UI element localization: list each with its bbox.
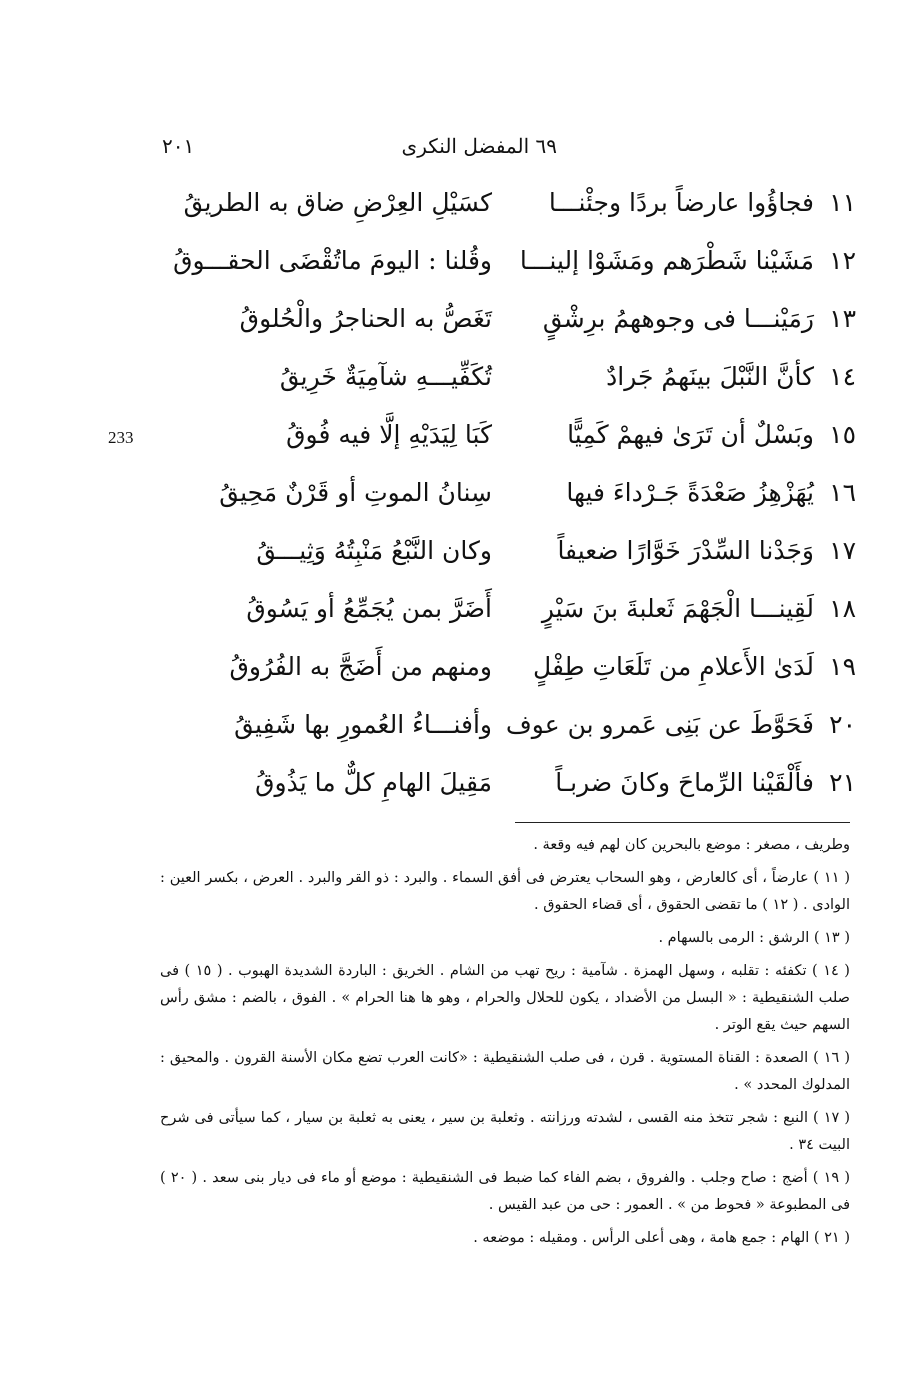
- verse-14: [180, 352, 856, 410]
- second-hemistich: سِنانُ الموتِ أو قَرْنٌ مَحِيقُ: [219, 478, 492, 507]
- second-hemistich: تُكَفِّيـــهِ شآمِيَةٌ خَرِيقُ: [279, 362, 492, 391]
- second-hemistich: أَضَرَّ بمن يُجَمِّعُ أو يَسُوقُ: [246, 594, 492, 623]
- verse-18: [180, 584, 856, 642]
- verse-number: ١٣: [829, 304, 856, 333]
- verse-17: [180, 526, 856, 584]
- verse-11: [180, 178, 856, 236]
- verse-21: [180, 758, 856, 816]
- verse-number: ١٧: [829, 536, 856, 565]
- second-hemistich: وكان النَّبْعُ مَنْبِتُهُ وَثِيـــقُ: [256, 536, 492, 565]
- verse-number: ١٩: [829, 652, 856, 681]
- footnote-divider: [515, 822, 850, 823]
- verse-number: ١٨: [829, 594, 856, 623]
- verse-13: [180, 294, 856, 352]
- running-title: ٦٩ المفضل النكرى: [401, 134, 557, 158]
- second-hemistich: مَقِيلَ الهامِ كلٌّ ما يَذُوقُ: [255, 768, 492, 797]
- verse-12: [173, 236, 856, 294]
- verse-number: ١٢: [829, 246, 856, 275]
- verse-number: ٢٠: [829, 710, 856, 739]
- verse-20: [180, 700, 856, 758]
- footnote: ( ١٣ ) الرشق : الرمى بالسهام .: [658, 930, 850, 946]
- first-hemistich: فجاؤُوا عارضاً بردًا وجئْنـــا: [548, 188, 814, 217]
- verse-number: ٢١: [829, 768, 856, 797]
- first-hemistich: لَدَىٰ الأَعلامِ من تَلَعَاتِ طِفْلٍ: [533, 652, 814, 681]
- footnotes: [160, 832, 850, 1258]
- first-hemistich: مَشَيْنا شَطْرَهم ومَشَوْا إلينـــا: [519, 246, 814, 275]
- footnote: ( ١٩ ) أضج : صاح وجلب . والفروق ، بضم الفاء كما ضبط فى الشنقيطية : موضع أو ماء فى ديار بنى سعد . ( ٢٠ ) فى المطبوعة « فحوط من » . العمور : حى من عبد القيس .: [160, 1170, 850, 1213]
- second-hemistich: كسَيْلِ العِرْضِ ضاق به الطريقُ: [183, 188, 492, 217]
- margin-page-number: 233: [108, 428, 134, 447]
- footnote: ( ١٧ ) النبع : شجر تتخذ منه القسى ، لشدته ورزانته . وثعلبة بن سير ، يعنى به ثعلبة بن سيار ، كما سيأتى فى شرح البيت ٣٤ .: [160, 1110, 850, 1153]
- second-hemistich: ومنهم من أَضَجَّ به الفُرُوقُ: [229, 652, 492, 681]
- verse-number: ١١: [829, 188, 856, 217]
- footnote: ( ٢١ ) الهام : جمع هامة ، وهى أعلى الرأس . ومقيله : موضعه .: [473, 1230, 850, 1246]
- footnote: وطريف ، مصغر : موضع بالبحرين كان لهم فيه وقعة .: [533, 837, 850, 853]
- second-hemistich: وقُلنا : اليومَ ماتُقْضَى الحقـــوقُ: [173, 246, 492, 275]
- second-hemistich: تَغَصُّ به الحناجرُ والْحُلوقُ: [239, 304, 492, 333]
- first-hemistich: وَجَدْنا السِّدْرَ خَوَّارًا ضعيفاً: [557, 536, 814, 565]
- verse-number: ١٥: [829, 420, 856, 449]
- footnote: ( ١١ ) عارضاً ، أى كالعارض ، وهو السحاب يعترض فى أفق السماء . والبرد : ذو القر والبرد . العرض ، بكسر العين : الوادى . ( ١٢ ) ما تقضى الحقوق ، أى قضاء الحقوق .: [160, 870, 850, 913]
- footnote: ( ١٤ ) تكفئه : تقلبه ، وسهل الهمزة . شآمية : ريح تهب من الشام . الخريق : الباردة الشديدة الهبوب . ( ١٥ ) فى صلب الشنقيطية : « البسل من الأضداد ، يكون للحلال والحرام ، وهو ها هنا الحرام » . الفوق ، بالضم : مشق رأس السهم حيث يقع الوتر .: [160, 963, 850, 1033]
- first-hemistich: فَحَوَّطَ عن بَنِى عَمرو بن عوف: [505, 710, 814, 739]
- page-number: ٢٠١: [162, 134, 195, 158]
- poem-verses: [173, 178, 856, 816]
- page-header: [150, 130, 762, 166]
- first-hemistich: كأنَّ النَّبْلَ بينَهمُ جَرادٌ: [606, 362, 814, 391]
- second-hemistich: كَبَا لِيَدَيْهِ إلَّا فيه فُوقُ: [286, 420, 492, 449]
- first-hemistich: فأَلْقَيْنا الرِّماحَ وكانَ ضربـاً: [555, 768, 814, 797]
- first-hemistich: وبَسْلٌ أن تَرَىٰ فيهمْ كَمِيًّا: [567, 420, 814, 449]
- verse-19: [180, 642, 856, 700]
- verse-16: [180, 468, 856, 526]
- first-hemistich: لَقِينـــا الْجَهْمَ ثَعلبةَ بنَ سَيْرٍ: [541, 594, 814, 623]
- verse-number: ١٦: [829, 478, 856, 507]
- first-hemistich: رَمَيْنـــا فى وجوههمُ برِشْقٍ: [542, 304, 814, 333]
- footnote: ( ١٦ ) الصعدة : القناة المستوية . قرن ، فى صلب الشنقيطية : «كانت العرب تضع مكان الأسنة القرون . والمحيق : المدلوك المحدد » .: [160, 1050, 850, 1093]
- second-hemistich: وأفنـــاءُ العُمورِ بها شَفِيقُ: [234, 710, 492, 739]
- verse-number: ١٤: [829, 362, 856, 391]
- first-hemistich: يُهَزْهِزُ صَعْدَةً جَـرْداءَ فيها: [566, 478, 814, 507]
- verse-15: [180, 410, 856, 468]
